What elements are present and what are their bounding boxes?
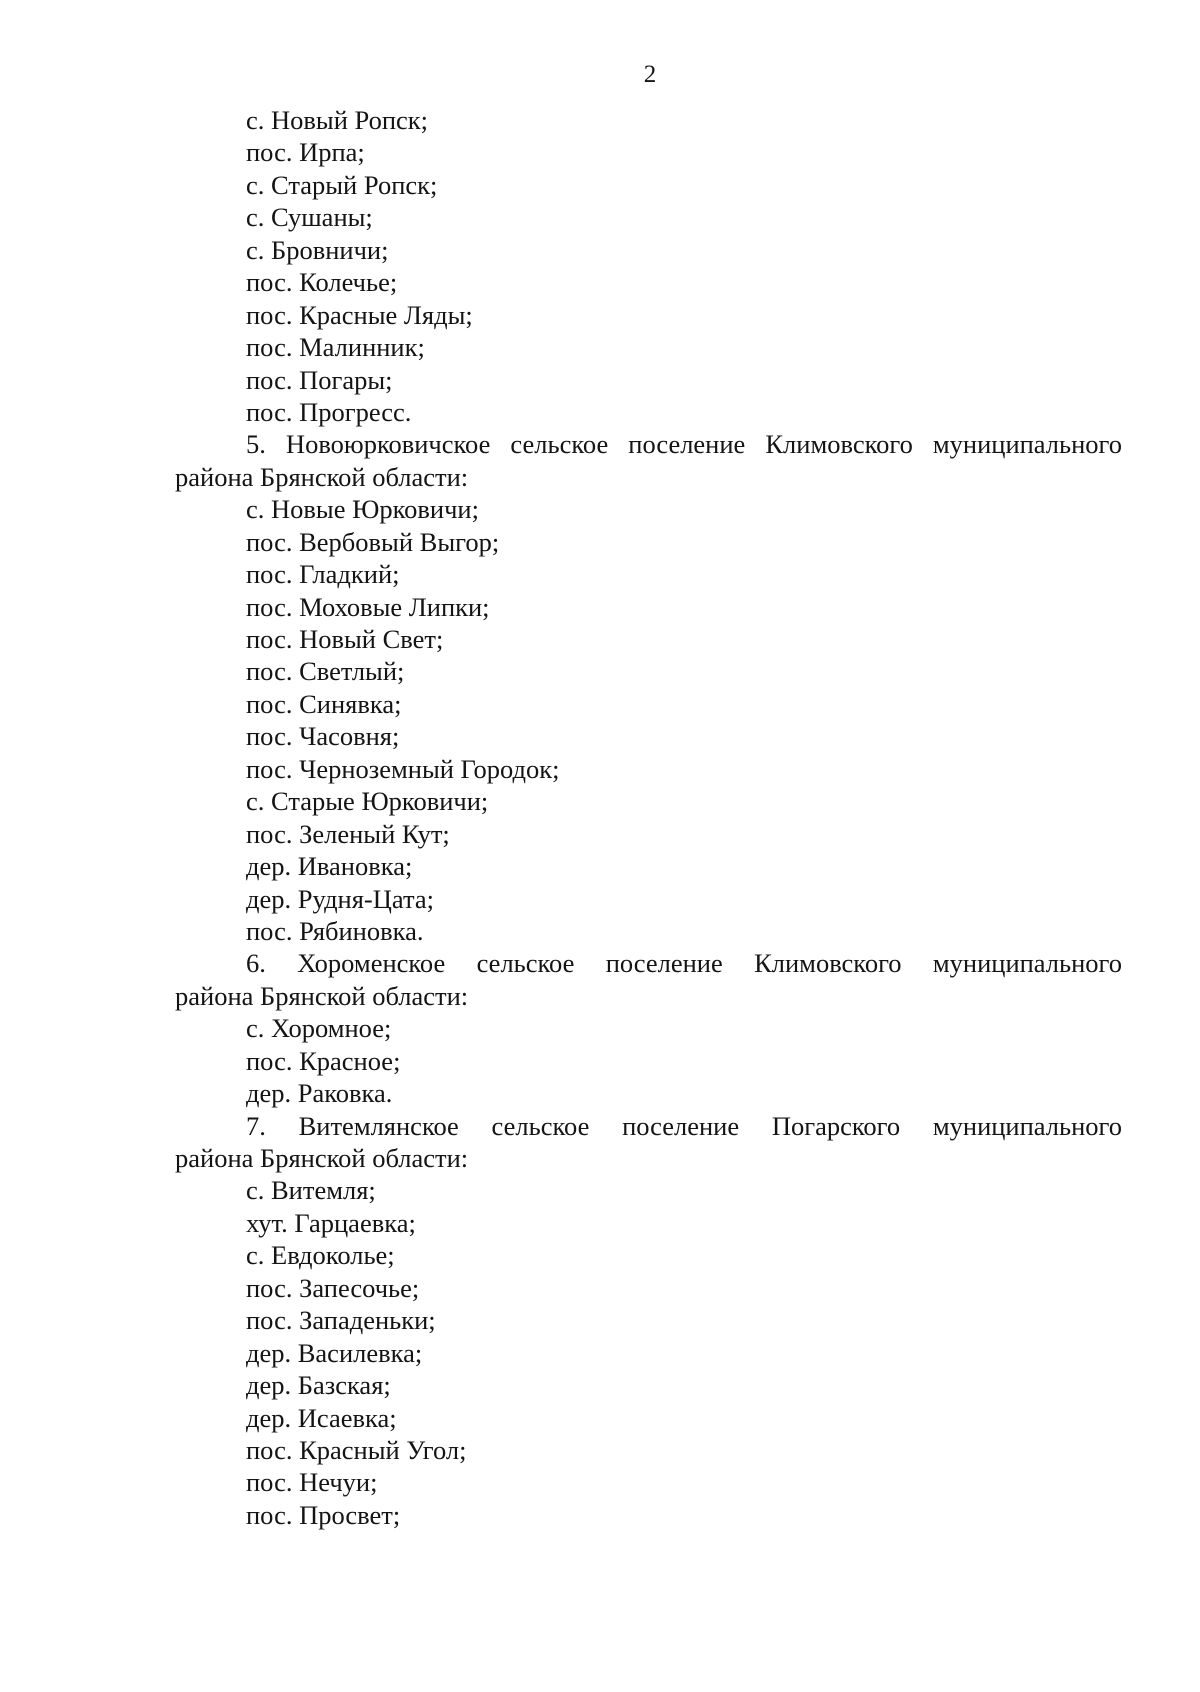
list-item: пос. Вербовый Выгор; [246, 526, 500, 557]
list-item: с. Сушаны; [246, 202, 373, 233]
page-number: 2 [643, 61, 657, 88]
section-heading-continuation: района Брянской области: [175, 461, 469, 492]
list-item: хут. Гарцаевка; [246, 1207, 416, 1238]
list-item: с. Евдоколье; [246, 1240, 395, 1271]
section-heading-continuation: района Брянской области: [175, 1143, 469, 1173]
list-item: с. Хоромное; [246, 1013, 392, 1044]
list-item: пос. Часовня; [246, 721, 400, 752]
list-item: дер. Рудня-Цата; [246, 883, 434, 914]
list-item: пос. Красные Ляды; [246, 299, 473, 330]
list-item: дер. Василевка; [246, 1337, 423, 1368]
list-item: дер. Базская; [246, 1370, 391, 1401]
list-item: пос. Зеленый Кут; [246, 818, 450, 849]
section-heading: 6. Хороменское сельское поселение Климовского муниципального [246, 948, 1122, 979]
list-item: пос. Нечуи; [246, 1467, 378, 1498]
list-item: с. Старый Ропск; [246, 169, 438, 200]
list-item: пос. Ирпа; [246, 137, 365, 168]
list-item: пос. Черноземный Городок; [246, 753, 560, 784]
list-item: с. Старые Юрковичи; [246, 786, 489, 817]
list-item: пос. Прогресс. [246, 396, 412, 427]
list-item: пос. Новый Свет; [246, 624, 444, 654]
list-item: пос. Синявка; [246, 688, 402, 719]
section-heading-continuation: района Брянской области: [175, 980, 469, 1011]
section-heading: 7. Витемлянское сельское поселение Погарского муниципального [246, 1110, 1122, 1141]
section-heading: 5. Новоюрковичское сельское поселение Климовского муниципального [246, 429, 1122, 460]
list-item: с. Витемля; [246, 1175, 376, 1206]
list-item: пос. Колечье; [246, 267, 398, 298]
list-item: с. Новые Юрковичи; [246, 494, 479, 525]
list-item: пос. Запесочье; [246, 1272, 420, 1303]
list-item: пос. Погары; [246, 364, 393, 395]
list-item: пос. Моховые Липки; [246, 591, 490, 622]
list-item: пос. Красный Угол; [246, 1434, 467, 1465]
list-item: пос. Западеньки; [246, 1305, 436, 1336]
list-item: с. Новый Ропск; [246, 105, 429, 135]
list-item: пос. Просвет; [246, 1499, 401, 1530]
list-item: пос. Малинник; [246, 332, 425, 363]
list-item: с. Бровничи; [246, 234, 389, 265]
list-item: дер. Раковка. [246, 1078, 393, 1109]
list-item: дер. Ивановка; [246, 851, 413, 882]
list-item: пос. Красное; [246, 1045, 401, 1076]
list-item: пос. Рябиновка. [246, 915, 424, 946]
list-item: пос. Светлый; [246, 656, 405, 687]
list-item: пос. Гладкий; [246, 559, 400, 590]
document-body [175, 104, 1122, 1531]
list-item: дер. Исаевка; [246, 1402, 397, 1433]
